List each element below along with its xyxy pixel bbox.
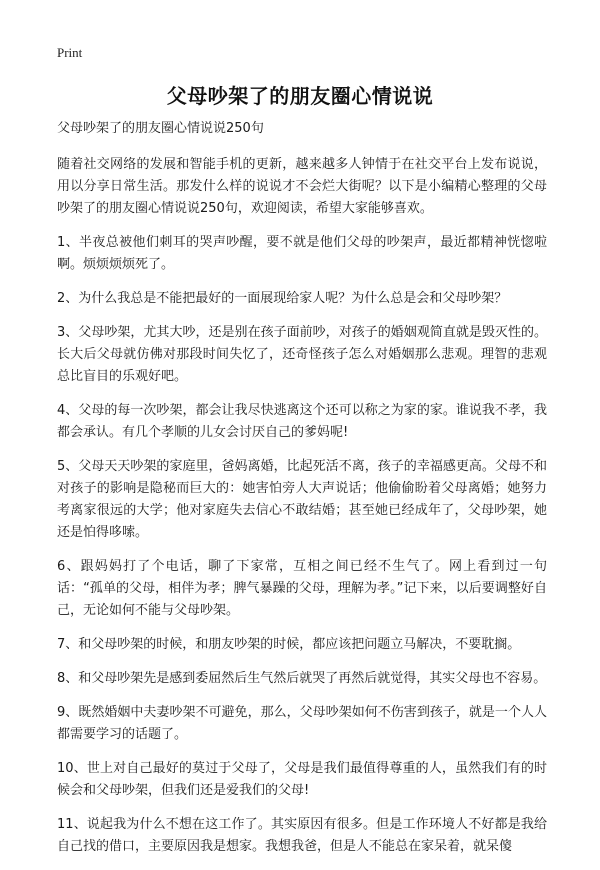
list-item: 4、父母的每一次吵架，都会让我尽快逃离这个还可以称之为家的家。谁说我不孝，我都会承认。有几个孝顺的儿女会讨厌自己的爹妈呢! [57, 403, 547, 440]
list-item: 6、跟妈妈打了个电话，聊了下家常，互相之间已经不生气了。网上看到过一句话：“孤单的父母，相伴为孝；脾气暴躁的父母，理解为孝。”记下来，以后要调整好自己，无论如何不能与父母吵架。 [57, 559, 547, 618]
list-item: 8、和父母吵架先是感到委屈然后生气然后就哭了再然后就觉得，其实父母也不容易。 [57, 671, 547, 686]
list-item: 10、世上对自己最好的莫过于父母了，父母是我们最值得尊重的人，虽然我们有的时候会和父母吵架，但我们还是爱我们的父母! [57, 761, 547, 798]
article-intro: 随着社交网络的发展和智能手机的更新，越来越多人钟情于在社交平台上发布说说，用以分享日常生活。那发什么样的说说才不会烂大街呢？以下是小编精心整理的父母吵架了的朋友圈心情说说250句，欢迎阅读，希望大家能够喜欢。 [57, 157, 547, 216]
list-item: 7、和父母吵架的时候，和朋友吵架的时候，都应该把问题立马解决，不要耽搁。 [57, 637, 521, 652]
list-item: 3、父母吵架，尤其大吵，还是别在孩子面前吵，对孩子的婚姻观简直就是毁灭性的。长大后父母就仿佛对那段时间失忆了，还奇怪孩子怎么对婚姻那么悲观。理智的悲观总比盲目的乐观好吧。 [57, 325, 547, 384]
list-item: 9、既然婚姻中夫妻吵架不可避免，那么，父母吵架如何不伤害到孩子，就是一个人人都需要学习的话题了。 [57, 705, 547, 742]
print-label[interactable]: Print [57, 45, 83, 60]
page-title: 父母吵架了的朋友圈心情说说 [166, 84, 434, 108]
list-item: 11、说起我为什么不想在这工作了。其实原因有很多。但是工作环境人不好都是我给自己找的借口，主要原因我是想家。我想我爸，但是人不能总在家呆着，就呆傻 [57, 817, 547, 854]
article-subtitle: 父母吵架了的朋友圈心情说说250句 [57, 121, 264, 136]
list-item: 2、为什么我总是不能把最好的一面展现给家人呢？为什么总是会和父母吵架？ [57, 291, 508, 306]
article-body [57, 118, 547, 870]
list-item: 5、父母天天吵架的家庭里，爸妈离婚，比起死活不离，孩子的幸福感更高。父母不和对孩子的影响是隐秘而巨大的：她害怕旁人大声说话；他偷偷盼着父母离婚；她努力考离家很远的大学；他对家庭失去信心不敢结婚；甚至她已经成年了，父母吵架，她还是怕得哆嗦。 [57, 459, 547, 540]
list-item: 1、半夜总被他们刺耳的哭声吵醒，要不就是他们父母的吵架声，最近都精神恍惚啦啊。烦烦烦烦死了。 [57, 235, 547, 272]
